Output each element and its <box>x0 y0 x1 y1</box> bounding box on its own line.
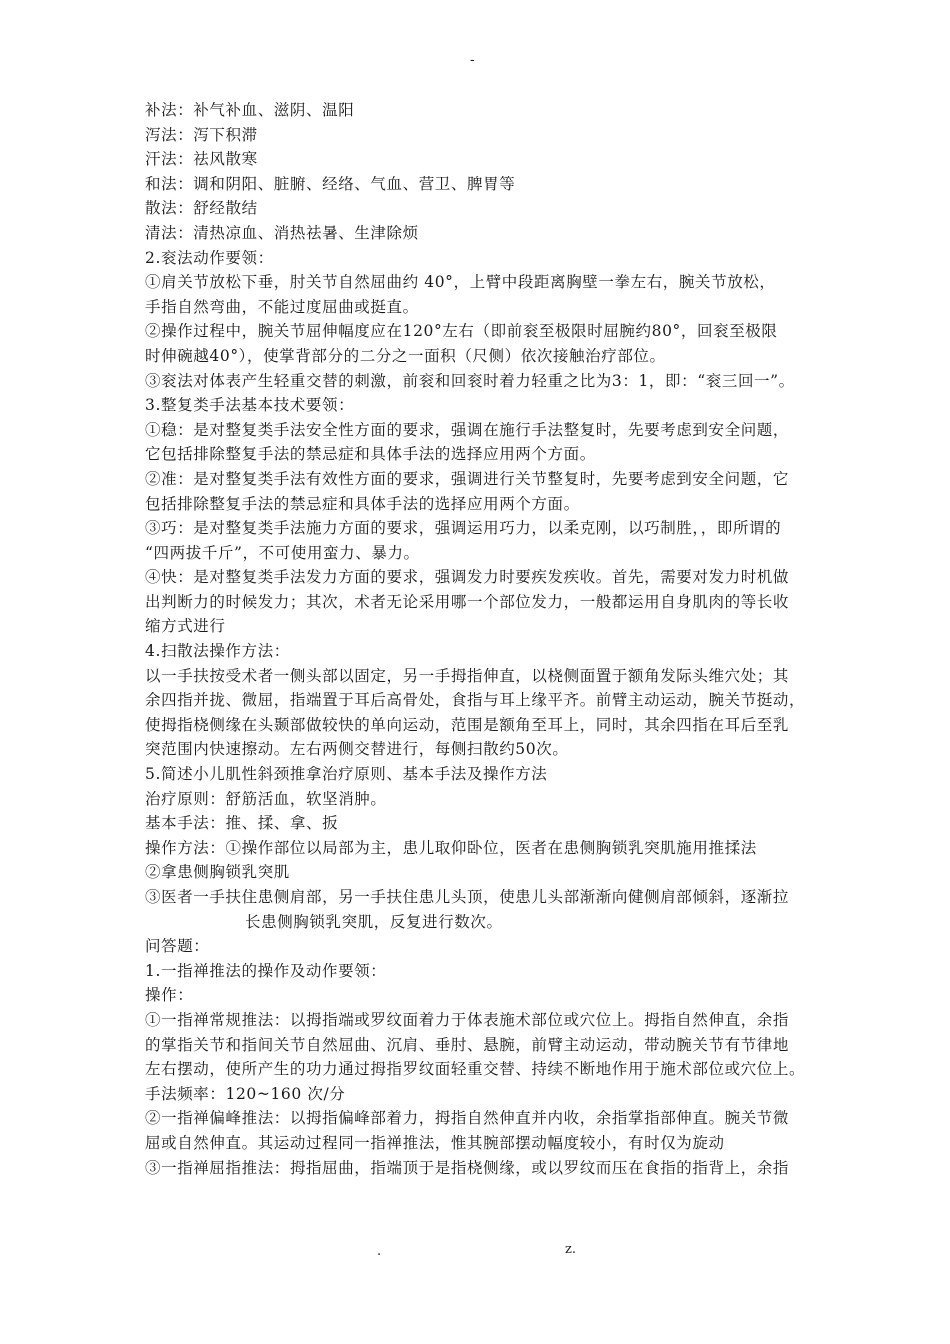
section-heading: 5.简述小儿肌性斜颈推拿治疗原则、基本手法及操作方法 <box>145 765 548 784</box>
text-line: 补法：补气补血、滋阴、温阳 <box>145 101 355 119</box>
section-heading: 问答题： <box>145 937 210 956</box>
text-line: 基本手法：推、揉、拿、扳 <box>145 814 339 833</box>
text-line: ①稳：是对整复类手法安全性方面的要求，强调在施行手法整复时，先要考虑到安全问题， <box>145 420 790 439</box>
text-line: 操作方法：①操作部位以局部为主，患儿取仰卧位，医者在患侧胸锁乳突肌施用推揉法 <box>145 838 757 857</box>
text-line: 屈或自然伸直。其运动过程同一指禅推法，惟其腕部摆动幅度较小，有时仅为旋动 <box>145 1133 725 1152</box>
text-line: 操作： <box>145 986 194 1005</box>
text-line: 余四指并拢、微屈，指端置于耳后高骨处，食指与耳上缘平齐。前臂主动运动，腕关节挺动， <box>145 691 806 710</box>
page-header-mark: - <box>470 52 475 68</box>
text-line: ②拿患侧胸锁乳突肌 <box>145 863 290 882</box>
text-line: ②操作过程中，腕关节屈伸幅度应在120°左右（即前衮至极限时屈腕约80°，回衮至极限 <box>145 322 778 341</box>
text-line: 以一手扶按受术者一侧头部以固定，另一手拇指伸直，以桡侧面置于额角发际头维穴处；其 <box>145 666 790 685</box>
text-line: ④快：是对整复类手法发力方面的要求，强调发力时要疾发疾收。首先，需要对发力时机做 <box>145 568 790 587</box>
text-line: 它包括排除整复手法的禁忌症和具体手法的选择应用两个方面。 <box>145 445 596 464</box>
text-line: 时伸碗越40°），使掌背部分的二分之一面积（尺侧）依次接触治疗部位。 <box>145 346 666 365</box>
text-line: 长患侧胸锁乳突肌，反复进行数次。 <box>245 912 503 931</box>
text-line: 使拇指桡侧缘在头颞部做较快的单向运动，范围是额角至耳上，同时，其余四指在耳后至乳 <box>145 715 790 734</box>
section-heading: 3.整复类手法基本技术要领： <box>145 396 355 415</box>
section-heading: 4.扫散法操作方法： <box>145 642 290 661</box>
page-footer-left: . <box>377 1244 382 1259</box>
text-line: 缩方式进行 <box>145 617 226 636</box>
text-line: 泻法：泻下积滞 <box>145 125 258 144</box>
text-line: 和法：调和阴阳、脏腑、经络、气血、营卫、脾胃等 <box>145 174 516 193</box>
text-line: ②准：是对整复类手法有效性方面的要求，强调进行关节整复时，先要考虑到安全问题，它 <box>145 469 790 488</box>
text-line: 手指自然弯曲，不能过度屈曲或挺直。 <box>145 297 419 316</box>
text-line: “四两拔千斤”，不可使用蛮力、暴力。 <box>145 543 420 562</box>
text-line: ①肩关节放松下垂，肘关节自然屈曲约 40°，上臂中段距离胸壁一拳左右，腕关节放松， <box>145 273 776 292</box>
text-line: 突范围内快速擦动。左右两侧交替进行，每侧扫散约50次。 <box>145 740 569 759</box>
document-body <box>145 98 813 1180</box>
text-line: ③衮法对体表产生轻重交替的刺激，前衮和回衮时着力轻重之比为3：1，即：“衮三回一”。 <box>145 371 795 390</box>
text-line: ③巧：是对整复类手法施力方面的要求，强调运用巧力，以柔克刚，以巧制胜，，即所谓的 <box>145 519 782 538</box>
section-heading: 2.衮法动作要领： <box>145 248 274 267</box>
text-line: ③医者一手扶住患侧肩部，另一手扶住患儿头顶，使患儿头部渐渐向健侧肩部倾斜，逐渐拉 <box>145 888 790 906</box>
page-footer-right: z. <box>565 1242 576 1257</box>
text-line: 包括排除整复手法的禁忌症和具体手法的选择应用两个方面。 <box>145 494 580 513</box>
text-line: 散法：舒经散结 <box>145 199 258 218</box>
text-line: 的掌指关节和指间关节自然屈曲、沉肩、垂肘、悬腕，前臂主动运动，带动腕关节有节律地 <box>145 1035 790 1054</box>
text-line: ①一指禅常规推法：以拇指端或罗纹面着力于体表施术部位或穴位上。拇指自然伸直，余指 <box>145 1010 790 1029</box>
text-line: 清法：清热凉血、消热祛暑、生津除烦 <box>145 223 419 242</box>
section-heading: 1.一指禅推法的操作及动作要领： <box>145 961 387 980</box>
text-line: 治疗原则：舒筋活血，软坚消肿。 <box>145 789 387 808</box>
text-line: ③一指禅屈指推法：拇指屈曲，指端顶于是指桡侧缘，或以罗纹而压在食指的指背上，余指 <box>145 1158 790 1177</box>
text-line: 左右摆动，使所产生的功力通过拇指罗纹面轻重交替、持续不断地作用于施术部位或穴位上。 <box>145 1060 806 1079</box>
text-line: ②一指禅偏峰推法：以拇指偏峰部着力，拇指自然伸直并内收，余指掌指部伸直。腕关节微 <box>145 1109 790 1128</box>
text-line: 汗法：祛风散寒 <box>145 150 258 169</box>
text-line: 出判断力的时候发力；其次，术者无论采用哪一个部位发力，一般都运用自身肌肉的等长收 <box>145 592 790 611</box>
text-line: 手法频率：120~160 次/分 <box>145 1084 346 1103</box>
